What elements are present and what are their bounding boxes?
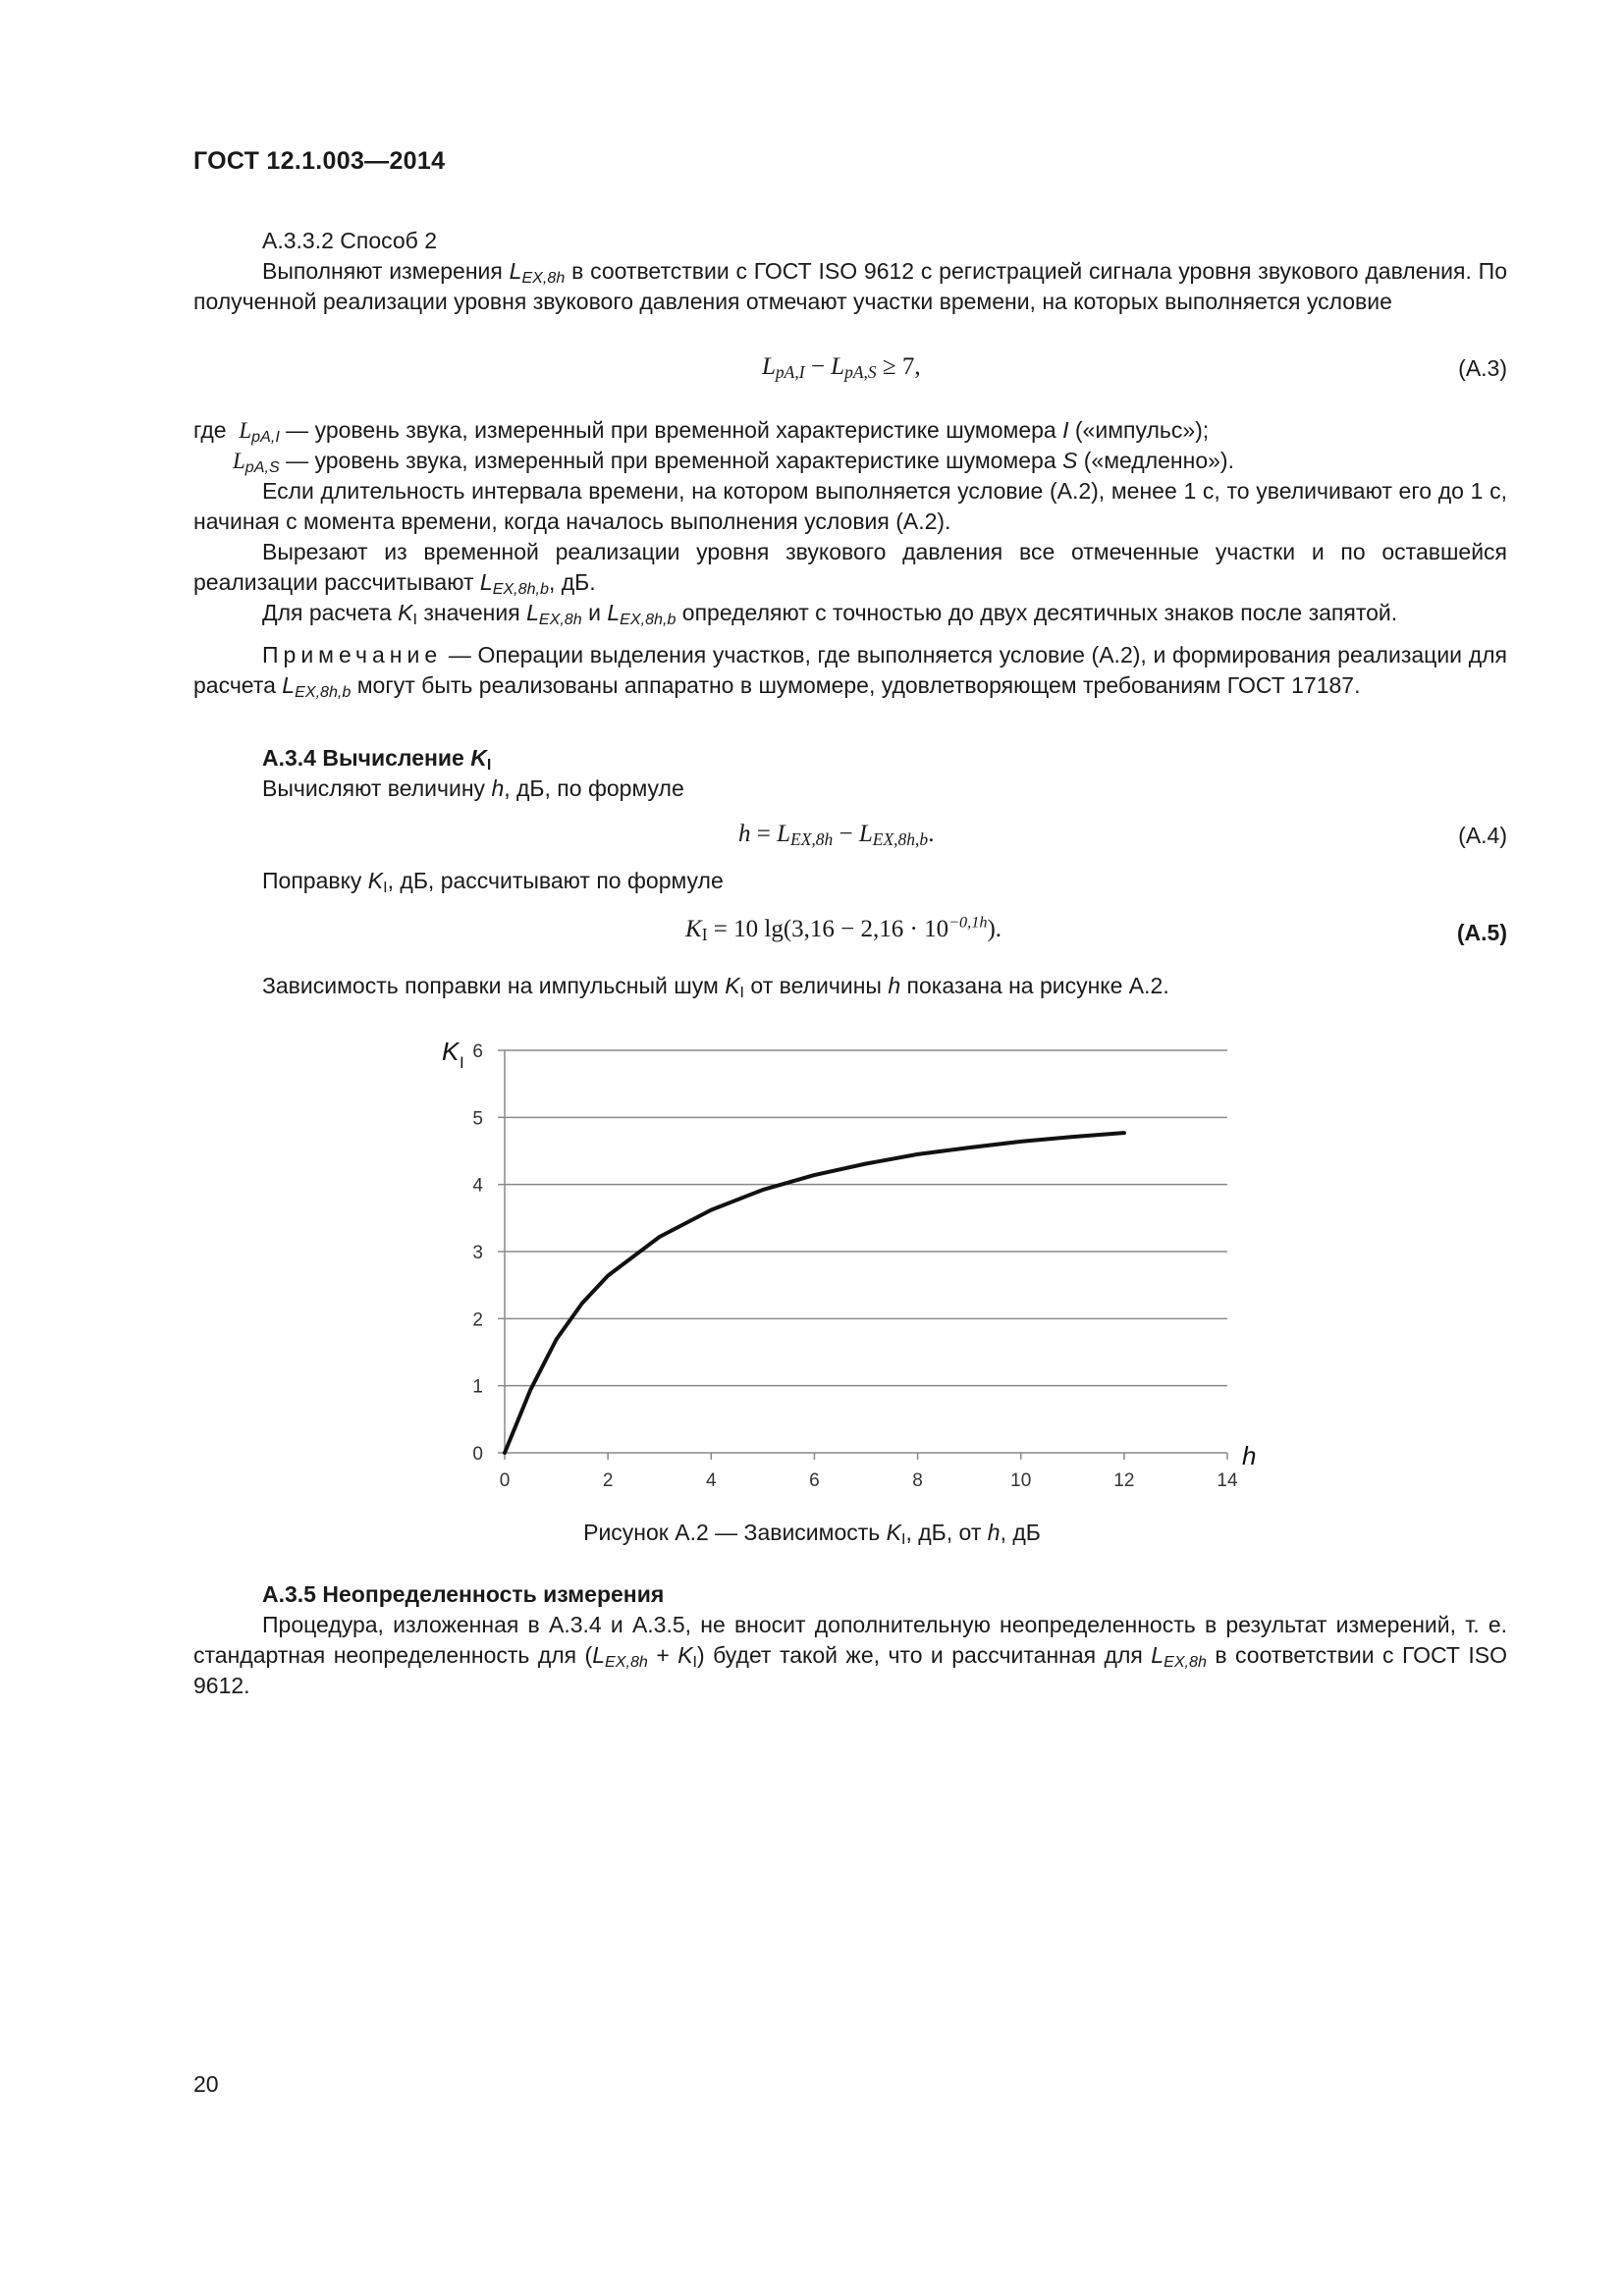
section-a332-heading: А.3.3.2 Способ 2: [262, 228, 438, 253]
formula-a5-number: (А.5): [1456, 920, 1507, 945]
section-a34-paragraph-2: Поправку $K_I$, дБ, рассчитывают по формуле: [262, 868, 724, 896]
formula-a3: $L_{pA,I} - L_{pA,S} \ge 7$,: [762, 353, 921, 382]
formula-a5: $K_I = 10$ $\lg(3,16 - 2,16 \cdot 10^{-0,1h})$.: [685, 913, 1002, 944]
y-tick-label-5: 5: [472, 1108, 483, 1130]
x-tick-label-4: 4: [705, 1470, 717, 1491]
chart-ticks: [472, 1041, 1238, 1491]
section-a34: [193, 743, 1507, 804]
y-tick-label-2: 2: [472, 1309, 483, 1331]
figure-a2-chart: [422, 1021, 1267, 1492]
x-tick-label-0: 0: [499, 1470, 511, 1491]
paragraph-interval: Если длительность интервала времени, на котором выполняется условие (А.2), менее 1 с, то увеличивают его до 1 с, начиная с момента времени, когда началось выполнения условия (А.2).: [193, 478, 1507, 534]
x-tick-label-14: 14: [1217, 1470, 1238, 1491]
formula-a4: $h = L_{EX,8h} - L_{EX,8h,b}$.: [738, 821, 935, 849]
section-a35-heading: А.3.5 Неопределенность измерения: [262, 1581, 665, 1607]
y-tick-label-4: 4: [472, 1175, 483, 1197]
section-a332-paragraph-1: Выполняют измерения $L_{EX,8h}$ в соответствии с ГОСТ ISO 9612 с регистрацией сигнала уровня звукового давления. По полученной реализации уровня звукового давления отмечают участки времени, на которых выполняется условие: [193, 258, 1507, 314]
formula-a3-number: (А.3): [1458, 355, 1507, 381]
y-tick-label-6: 6: [472, 1041, 483, 1062]
section-a35-paragraph: Процедура, изложенная в А.3.4 и А.3.5, не вносит дополнительную неопределенность в результат измерений, т. е. стандартная неопределенность для $(L_{EX,8h} + K_I)$ будет такой же, что и рассчитанная для $L_{EX,8h}$ в соответствии с ГОСТ ISO 9612.: [193, 1612, 1508, 1698]
y-tick-label-3: 3: [472, 1243, 483, 1263]
chart-y-label: K: [442, 1037, 460, 1066]
chart-x-label: h: [1242, 1441, 1257, 1470]
x-tick-label-10: 10: [1010, 1470, 1032, 1491]
section-a34-heading: А.3.4 Вычисление $K_I$: [262, 745, 492, 774]
chart-series-line: [505, 1133, 1124, 1453]
definition-1: где $L_{pA,I}$ — уровень звука, измеренный при временной характеристике шумомера I («импульс»);: [193, 417, 1210, 446]
y-tick-label-0: 0: [472, 1444, 483, 1465]
x-tick-label-8: 8: [912, 1470, 923, 1491]
x-tick-label-6: 6: [809, 1470, 820, 1491]
document-header: ГОСТ 12.1.003—2014: [193, 147, 446, 175]
chart-y-label-sub: I: [460, 1053, 464, 1072]
paragraph-cut-out: Вырезают из временной реализации уровня звукового давления все отмеченные участки и по оставшейся реализации рассчитывают $L_{EX,8h,b}$, дБ.: [193, 539, 1507, 598]
section-a332: [193, 226, 1507, 317]
definition-2: $L_{pA,S}$ — уровень звука, измеренный при временной характеристике шумомера S («медленно»).: [233, 448, 1234, 476]
note: Примечание — Операции выделения участков, где выполняется условие (А.2), и формирования реализации для расчета $L_{EX,8h,b}$ могут быть реализованы аппаратно в шумомере, удовлетворяющем требованиям ГОСТ 17187.: [193, 642, 1507, 701]
section-a34-paragraph-1: Вычисляют величину h, дБ, по формуле: [262, 775, 684, 801]
definitions-block: [193, 415, 1507, 701]
formula-a4-number: (А.4): [1458, 823, 1507, 848]
figure-caption: Рисунок А.2 — Зависимость $K_I$, дБ, от h, дБ: [583, 1520, 1041, 1548]
section-a35: [193, 1579, 1507, 1701]
paragraph-precision: Для расчета $K_I$ значения $L_{EX,8h}$ и $L_{EX,8h,b}$ определяют с точностью до двух десятичных знаков после запятой.: [262, 600, 1398, 628]
y-tick-label-1: 1: [472, 1376, 483, 1398]
chart-grid: [505, 1050, 1227, 1386]
section-a34-paragraph-3: Зависимость поправки на импульсный шум $K_I$ от величины h показана на рисунке А.2.: [262, 973, 1169, 1001]
x-tick-label-12: 12: [1113, 1470, 1135, 1491]
x-tick-label-2: 2: [602, 1470, 614, 1491]
page-number: 20: [193, 2071, 219, 2097]
